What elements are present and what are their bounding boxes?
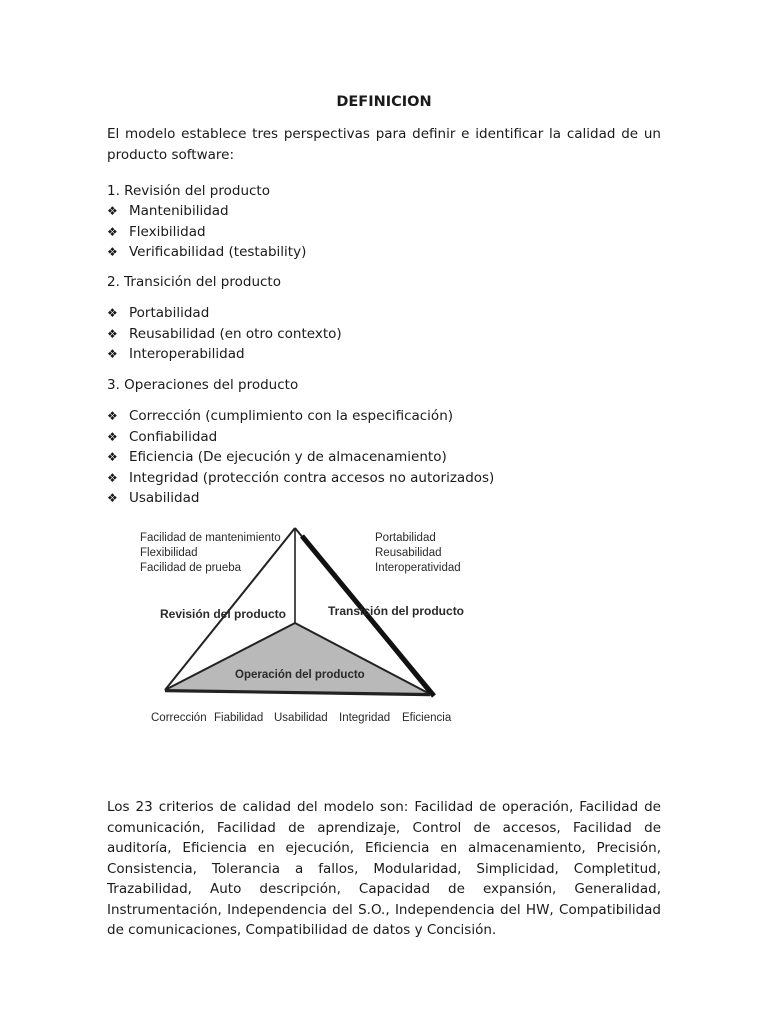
list-item-label: Reusabilidad (en otro contexto)	[129, 325, 342, 342]
diagram-left-label: Flexibilidad	[140, 547, 198, 559]
list-item-label: Usabilidad	[129, 490, 200, 506]
list-item-label: Mantenibilidad	[129, 203, 229, 219]
section-heading-transicion: 2. Transición del producto	[107, 274, 281, 290]
list-item	[107, 488, 494, 509]
list-item	[107, 468, 494, 489]
diamond-cluster-icon: ❖	[107, 429, 118, 444]
diamond-cluster-icon: ❖	[107, 450, 118, 464]
diamond-cluster-icon: ❖	[107, 245, 118, 259]
list-item	[107, 303, 342, 324]
face-label-revision: Revisión del producto	[160, 607, 287, 621]
intro-paragraph: El modelo establece tres perspectivas para definir e identificar la calidad de un producto software:	[107, 126, 661, 163]
diagram-right-label: Interoperatividad	[375, 562, 461, 574]
diagram-bottom-label: Usabilidad	[274, 712, 328, 724]
diagram-left-label: Facilidad de mantenimiento	[140, 532, 281, 544]
section-heading-operaciones: 3. Operaciones del producto	[107, 377, 299, 393]
list-item-label: Eficiencia (De ejecución y de almacenamiento)	[129, 449, 447, 465]
list-item-label: Integridad (protección contra accesos no autorizados)	[129, 469, 495, 486]
list-item-label: Flexibilidad	[129, 223, 206, 240]
diamond-cluster-icon: ❖	[107, 224, 118, 239]
face-label-transicion: Transición del producto	[328, 604, 465, 618]
diamond-cluster-icon: ❖	[107, 491, 118, 505]
list-item	[107, 324, 342, 345]
list-item-label: Confiabilidad	[129, 428, 218, 445]
diagram-right-label: Reusabilidad	[375, 547, 442, 559]
diagram-left-label: Facilidad de prueba	[140, 562, 242, 574]
bullet-list-revision	[107, 201, 306, 263]
list-item-label: Interoperabilidad	[129, 346, 245, 362]
list-item	[107, 427, 494, 448]
diagram-right-label: Portabilidad	[375, 532, 436, 544]
bullet-list-transicion	[107, 303, 342, 365]
bullet-list-operaciones	[107, 406, 494, 509]
diagram-bottom-label: Eficiencia	[402, 712, 452, 724]
list-item-label: Portabilidad	[129, 305, 210, 321]
list-item	[107, 406, 494, 427]
list-item-label: Verificabilidad (testability)	[129, 244, 307, 260]
diagram-bottom-label: Fiabilidad	[214, 712, 264, 724]
diamond-cluster-icon: ❖	[107, 204, 118, 218]
diamond-cluster-icon: ❖	[107, 347, 118, 361]
diagram-bottom-label: Corrección	[151, 712, 207, 724]
page-title: DEFINICION	[336, 94, 432, 110]
diamond-cluster-icon: ❖	[107, 409, 118, 423]
face-label-operacion: Operación del producto	[235, 669, 365, 681]
list-item-label: Corrección (cumplimiento con la especificación)	[129, 408, 454, 424]
diamond-cluster-icon: ❖	[107, 306, 118, 320]
diamond-cluster-icon: ❖	[107, 470, 118, 485]
diagram-bottom-label: Integridad	[339, 712, 391, 724]
list-item	[107, 201, 306, 222]
list-item	[107, 344, 342, 365]
section-heading-revision: 1. Revisión del producto	[107, 183, 270, 199]
list-item	[107, 447, 494, 468]
diamond-cluster-icon: ❖	[107, 326, 118, 341]
list-item	[107, 242, 306, 263]
pyramid-base-face	[165, 623, 430, 694]
criteria-paragraph: Los 23 criterios de calidad del modelo son: Facilidad de operación, Facilidad de comunicación, Facilidad de aprendizaje, Control de accesos, Facilidad de auditoría, Eficiencia en ejecución, Eficiencia en almacenamiento, Precisión, Consistencia, Tolerancia a fallos, Modularidad, Simplicidad, Completitud, Trazabilidad, Auto descripción, Capacidad de expansión, Generalidad, Instrumentación, Independencia del S.O., Independencia del HW, Compatibilidad de comunicaciones, Compatibilidad de datos y Concisión.	[107, 799, 661, 938]
quality-pyramid-diagram	[130, 520, 470, 730]
list-item	[107, 222, 306, 243]
